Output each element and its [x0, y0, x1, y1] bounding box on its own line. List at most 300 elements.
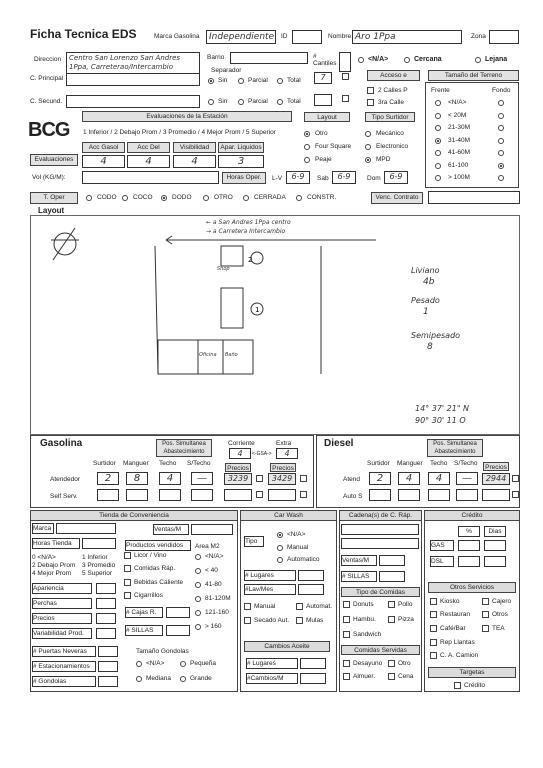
- extra-field[interactable]: [276, 448, 298, 459]
- d-manguer-value: 4: [405, 473, 413, 484]
- check-hambu[interactable]: [343, 616, 350, 623]
- dias-text: Dias: [488, 528, 502, 535]
- corriente-field[interactable]: [229, 448, 251, 459]
- cw-lugares-field[interactable]: [298, 570, 324, 581]
- barrio-field[interactable]: [230, 52, 308, 64]
- gasolina-pos-sim: Pos. Simultanea Abastecimiento: [156, 439, 212, 457]
- d-manguer-label: Manguer: [397, 460, 423, 467]
- check-2calles[interactable]: [367, 87, 374, 94]
- d-ss-precio[interactable]: [482, 489, 510, 501]
- cw-mulas-label: Mulas: [306, 617, 324, 624]
- apariencia-field[interactable]: [96, 583, 116, 594]
- oficina-label: Oficina: [199, 352, 217, 358]
- coord-lat: 14° 37' 21" N: [415, 404, 470, 413]
- radio-frente-2[interactable]: [435, 125, 441, 131]
- pump-island-2: [221, 246, 243, 266]
- d-ss-stecho[interactable]: [456, 489, 478, 501]
- variabilidad-field[interactable]: [96, 628, 116, 639]
- vol-field[interactable]: [82, 171, 219, 184]
- radio-frente-4[interactable]: [435, 150, 441, 156]
- precios-tienda-label: [32, 613, 92, 624]
- radio-frente-3[interactable]: [435, 138, 441, 144]
- cadena-ventas-field[interactable]: [379, 555, 405, 566]
- g-stecho-field[interactable]: [191, 472, 213, 485]
- g-manguer-label: Manguer: [123, 460, 149, 467]
- variabilidad-text: Variabilidad Prod.: [33, 630, 84, 637]
- evaluaciones-title: Evaluaciones de la Estación: [82, 111, 292, 122]
- diesel-title: Diesel: [324, 438, 354, 449]
- estacionamientos-label: [32, 661, 96, 672]
- carwash-title: Car Wash: [240, 510, 337, 521]
- shop-label: Shop: [217, 266, 230, 272]
- tienda-ventas-label: [153, 524, 189, 535]
- apariencia-label: [32, 583, 92, 594]
- corriente-label: Corriente: [228, 440, 255, 447]
- perchas-label: [32, 598, 92, 609]
- cantiles-value: 7: [320, 73, 326, 82]
- terreno-option-label: < 20M: [448, 111, 467, 119]
- d-manguer-field[interactable]: [398, 472, 420, 485]
- radio-fondo-4[interactable]: [498, 150, 504, 156]
- cw-manual-label: Manual: [287, 544, 309, 551]
- mpd-label: MPD: [376, 156, 391, 163]
- dsl-dias-field[interactable]: [484, 556, 506, 567]
- sab-field[interactable]: [332, 171, 356, 184]
- radio-gond-mediana[interactable]: [136, 676, 142, 682]
- coco-label: COCO: [133, 194, 153, 201]
- g-precios-label-2: Precios: [270, 463, 296, 472]
- radio-gond-pequena[interactable]: [180, 661, 186, 667]
- g-techo-value: 4: [166, 473, 174, 484]
- g-manguer-field[interactable]: [126, 472, 148, 485]
- cw-tipo-text: Tipo: [245, 538, 258, 545]
- csecund-field[interactable]: [66, 95, 200, 108]
- direccion-value: Centro San Lorenzo San Andres: [69, 54, 181, 62]
- puertas-text: # Puertas Neveras: [33, 648, 87, 655]
- almuer-label: Almuer.: [353, 673, 376, 680]
- mecanico-label: Mecánico: [376, 130, 404, 137]
- pollo-label: Pollo: [398, 601, 413, 608]
- g-techo-label: Techo: [159, 460, 177, 467]
- radio-cercana[interactable]: [404, 57, 410, 63]
- apar-value: 3: [237, 156, 245, 167]
- visibilidad-label: Visibilidad: [173, 142, 216, 153]
- g-manguer-value: 8: [133, 473, 141, 484]
- check-restauran[interactable]: [430, 611, 437, 618]
- cw-lavmes-text: #Lav/Mes: [245, 586, 274, 593]
- area-option-label: < 40: [205, 567, 218, 574]
- gondolas-text: # Gondolas: [33, 678, 67, 685]
- cw-automat-chk-label: Automat.: [306, 603, 333, 610]
- circle-1-label: 1: [255, 306, 260, 314]
- estacionamientos-field[interactable]: [98, 661, 118, 672]
- cadena-field-1[interactable]: [341, 524, 419, 535]
- radio-area-4[interactable]: [195, 610, 201, 616]
- d-stecho-label: S/Techo: [454, 460, 478, 467]
- g-techo-field[interactable]: [159, 472, 181, 485]
- north-arrow-icon: [54, 233, 76, 255]
- cw-lavmes-field[interactable]: [298, 584, 324, 595]
- layout-sketch-area: [30, 215, 520, 435]
- check-cafe[interactable]: [430, 625, 437, 632]
- pct-text: %: [466, 528, 472, 535]
- radio-sec-sin[interactable]: [208, 99, 214, 105]
- d-surtidor-field[interactable]: [369, 472, 391, 485]
- cambios-aceite-title: Cambios Aceite: [244, 641, 330, 652]
- radio-sec-parcial[interactable]: [238, 99, 244, 105]
- check-d-precio[interactable]: [512, 475, 519, 482]
- ss-precio1-field[interactable]: [224, 489, 252, 501]
- radio-cw-manual[interactable]: [277, 545, 283, 551]
- perchas-field[interactable]: [96, 598, 116, 609]
- check-credito[interactable]: [454, 682, 461, 689]
- cadena-sillas-field[interactable]: [379, 571, 405, 582]
- gond-pequena-label: Pequeña: [190, 660, 217, 667]
- autos-label: Auto S: [343, 493, 363, 500]
- direccion-label: Direccion: [34, 56, 62, 63]
- check-bebidas[interactable]: [124, 579, 131, 586]
- radio-frente-0[interactable]: [435, 100, 441, 106]
- sab-label: Sab: [317, 175, 329, 182]
- credito-title: Crédito: [424, 510, 520, 521]
- g-precio-corriente-field[interactable]: [224, 473, 252, 485]
- radio-na-proximity[interactable]: [358, 57, 364, 63]
- ss-precio2-field[interactable]: [268, 489, 296, 501]
- tienda-sillas-field[interactable]: [166, 625, 190, 636]
- check-cajero[interactable]: [482, 598, 489, 605]
- precios-tienda-field[interactable]: [96, 613, 116, 624]
- electronico-label: Electronico: [376, 143, 409, 150]
- evaluaciones-button[interactable]: Evaluaciones: [30, 154, 78, 166]
- venc-contrato-button[interactable]: Venc. Contrato: [371, 192, 423, 204]
- cadena-sillas-text: # SILLAS: [342, 573, 370, 580]
- cw-secado-label: Secado Aut.: [254, 617, 290, 624]
- terreno-option-label: 41-60M: [448, 149, 471, 156]
- horas-tienda-field[interactable]: [82, 538, 116, 549]
- nombre-field[interactable]: [352, 30, 462, 44]
- acc-del-field[interactable]: [127, 155, 170, 168]
- radio-area-5[interactable]: [195, 624, 201, 630]
- check-rep-llantas[interactable]: [430, 639, 437, 646]
- radio-coco[interactable]: [122, 195, 128, 201]
- radio-four-square[interactable]: [304, 144, 310, 150]
- cw-na-label: <N/A>: [287, 531, 306, 538]
- bano-label: Baño: [225, 352, 238, 358]
- self-serv-label: Self Serv.: [50, 493, 78, 500]
- radio-cerrada[interactable]: [243, 195, 249, 201]
- check-3calle[interactable]: [367, 99, 374, 106]
- dodo-label: DODO: [172, 194, 192, 201]
- arrow-top1: ← a San Andres 1Ppa centro: [206, 219, 291, 226]
- radio-cw-auto[interactable]: [277, 557, 283, 563]
- radio-fondo-3[interactable]: [498, 138, 504, 144]
- radio-sep-parcial[interactable]: [238, 78, 244, 84]
- check-kiosko[interactable]: [430, 598, 437, 605]
- radio-gond-na[interactable]: [136, 661, 142, 667]
- radio-frente-5[interactable]: [435, 163, 441, 169]
- ca-cambios-field[interactable]: [300, 673, 326, 684]
- check-cadena-otro[interactable]: [388, 660, 395, 667]
- cw-lugares-label: [244, 570, 296, 581]
- lv-value: 6-9: [291, 172, 305, 181]
- rep-llantas-label: Rep Llantas: [440, 639, 475, 646]
- radio-fondo-1[interactable]: [498, 113, 504, 119]
- radio-gond-grande[interactable]: [180, 676, 186, 682]
- gond-grande-label: Grande: [190, 675, 212, 682]
- pump-island-1: [221, 288, 243, 328]
- radio-mpd[interactable]: [365, 157, 371, 163]
- comidas-label: Comidas Ráp.: [134, 565, 176, 572]
- gondolas-field[interactable]: [98, 676, 118, 687]
- check-csecund[interactable]: [342, 95, 349, 102]
- cajas-field[interactable]: [166, 607, 190, 618]
- area-option-label: 41-80: [205, 581, 222, 588]
- g-stecho-value: —: [197, 473, 207, 484]
- terreno-option-label: 61-100: [448, 161, 469, 169]
- sec-parcial-label: Parcial: [248, 98, 268, 105]
- dom-value: 6-9: [389, 172, 403, 181]
- check-licor[interactable]: [124, 552, 131, 559]
- tienda-sillas-label: [125, 625, 163, 636]
- terreno-option-label: > 100M: [448, 174, 470, 181]
- otros-servicios-title: Otros Servicios: [428, 582, 516, 593]
- cadena-field-2[interactable]: [341, 538, 419, 549]
- g-precio-extra: 3429: [271, 474, 293, 483]
- building-shop: [158, 340, 198, 374]
- zona-label: Zona: [471, 33, 486, 40]
- g-precio-extra-field[interactable]: [268, 473, 296, 485]
- sep-total-label: Total: [287, 77, 301, 84]
- radio-fondo-2[interactable]: [498, 125, 504, 131]
- check-precio-extra[interactable]: [300, 475, 307, 482]
- radio-cw-na[interactable]: [277, 532, 283, 538]
- tipo-comidas-title: Tipo de Comidas: [341, 587, 420, 597]
- acceso-button[interactable]: Acceso e: [367, 70, 420, 81]
- ca-lugares-field[interactable]: [300, 658, 326, 669]
- otro-toper-label: OTRO: [214, 194, 233, 201]
- radio-fondo-6[interactable]: [498, 175, 504, 181]
- fondo-label: Fondo: [492, 87, 511, 94]
- d-surtidor-value: 2: [376, 473, 384, 484]
- g-stecho-label: S/Techo: [187, 460, 211, 467]
- codo-label: CODO: [97, 194, 117, 201]
- eval-scale: 1 Inferior / 2 Debajo Prom / 3 Promedio / 4 Mejor Prom / 5 Superior: [83, 129, 276, 136]
- vol-label: Vol (KG/M):: [32, 174, 66, 181]
- tamano-gondolas-label: Tamaño Gondolas: [136, 648, 189, 655]
- radio-frente-6[interactable]: [435, 175, 441, 181]
- tienda-ventas-field[interactable]: [191, 524, 233, 535]
- calles-label: 2 Calles P: [378, 87, 408, 94]
- area-option-label: 121-160: [205, 609, 229, 616]
- acc-del-value: 4: [145, 156, 152, 167]
- visibilidad-field[interactable]: [173, 155, 216, 168]
- lv-field[interactable]: [286, 171, 310, 184]
- venc-contrato-field[interactable]: [428, 191, 520, 204]
- licor-label: Licor / Vino: [134, 552, 167, 559]
- note-liviano: Liviano: [411, 266, 440, 275]
- area-label: Area M2: [195, 543, 220, 550]
- gond-na-label: <N/A>: [146, 660, 165, 667]
- radio-area-3[interactable]: [195, 596, 201, 602]
- area-option-label: > 160: [205, 623, 222, 630]
- cerrada-label: CERRADA: [254, 194, 286, 201]
- radio-dodo[interactable]: [161, 195, 167, 201]
- check-cw-manual[interactable]: [244, 603, 251, 610]
- atend-label: Atend: [343, 476, 360, 483]
- radio-fondo-0[interactable]: [498, 100, 504, 106]
- d-stecho-field[interactable]: [456, 472, 478, 485]
- check-desayuno[interactable]: [343, 660, 350, 667]
- d-surtidor-label: Surtidor: [367, 460, 390, 467]
- toper-button[interactable]: T. Oper: [30, 192, 78, 204]
- check-d-ss-precio[interactable]: [512, 491, 519, 498]
- check-ca-camion[interactable]: [430, 652, 437, 659]
- scale3: 4 Mejor Prom: [32, 570, 72, 577]
- radio-electronico[interactable]: [365, 144, 371, 150]
- check-cantiles[interactable]: [342, 73, 349, 80]
- radio-sep-sin[interactable]: [208, 78, 214, 84]
- ss-techo-field[interactable]: [159, 489, 181, 501]
- radio-sep-total[interactable]: [277, 78, 283, 84]
- check-ss-precio1[interactable]: [256, 491, 263, 498]
- radio-codo[interactable]: [86, 195, 92, 201]
- ss-manguer-field[interactable]: [126, 489, 148, 501]
- d-techo-label: Techo: [430, 460, 448, 467]
- note-liviano-value: 4b: [423, 277, 435, 287]
- check-pizza[interactable]: [388, 616, 395, 623]
- peaje-label: Peaje: [315, 156, 332, 163]
- precios-tienda-text: Precios: [33, 615, 55, 622]
- d-precio-value: 2944: [485, 474, 507, 483]
- d-ss-surtidor[interactable]: [369, 489, 391, 501]
- tienda-marca-text: Marca: [33, 525, 52, 532]
- lejana-label: Lejana: [485, 56, 508, 63]
- sab-value: 6-9: [337, 172, 351, 181]
- comidas-servidas-title: Comidas Servidas: [341, 645, 420, 655]
- ss-surtidor-field[interactable]: [97, 489, 119, 501]
- direccion-value2: 1Ppa, Carreterao/Intercambio: [69, 63, 174, 71]
- marca-value: Independiente: [209, 32, 275, 42]
- tipo-surtidor-button[interactable]: Tipo Surtidor: [365, 112, 415, 122]
- check-sandwich[interactable]: [343, 631, 350, 638]
- radio-mecanico[interactable]: [365, 131, 371, 137]
- cena-label: Cena: [398, 673, 414, 680]
- id-label: ID: [281, 33, 288, 40]
- sep-parcial-label: Parcial: [248, 77, 268, 84]
- check-tea[interactable]: [482, 625, 489, 632]
- ca-lugares-text: # Lugares: [247, 660, 276, 667]
- ss-stecho-field[interactable]: [191, 489, 213, 501]
- cantiles-label: # Cantiles: [313, 53, 337, 67]
- puertas-field[interactable]: [98, 646, 118, 657]
- d-techo-field[interactable]: [428, 472, 450, 485]
- dsl-text: DSL: [431, 558, 444, 565]
- horas-oper-button[interactable]: Horas Oper.: [222, 172, 266, 184]
- d-precio-field[interactable]: [482, 473, 510, 485]
- gas-text: GAS: [431, 542, 445, 549]
- credito-chk-label: Crédito: [464, 682, 485, 689]
- check-otros[interactable]: [482, 611, 489, 618]
- g-surtidor-field[interactable]: [97, 472, 119, 485]
- acc-gasol-field[interactable]: [82, 155, 125, 168]
- apariencia-text: Apariencia: [33, 585, 64, 592]
- radio-sec-total[interactable]: [277, 99, 283, 105]
- radio-area-0[interactable]: [195, 554, 201, 560]
- zona-field[interactable]: [489, 30, 519, 44]
- lv-label: L-V: [272, 175, 283, 182]
- circle-2-label: 2: [248, 256, 253, 264]
- check-ss-precio2[interactable]: [300, 491, 307, 498]
- diesel-pos-sim: Pos. Simultanea Abastecimiento: [427, 439, 483, 457]
- direccion-field[interactable]: [66, 52, 200, 74]
- marca-field[interactable]: [206, 30, 276, 44]
- scale2b: 3 Promedio: [82, 562, 116, 569]
- check-almuer[interactable]: [343, 673, 350, 680]
- dom-field[interactable]: [384, 171, 408, 184]
- radio-peaje[interactable]: [304, 157, 310, 163]
- apar-field[interactable]: [218, 155, 264, 168]
- check-pollo[interactable]: [388, 601, 395, 608]
- check-cigarrillos[interactable]: [124, 592, 131, 599]
- bebidas-label: Bebidas Caliente: [134, 579, 184, 586]
- g-precios-label: Precios: [225, 463, 251, 472]
- tienda-ventas-text: Ventas/M: [154, 526, 182, 533]
- check-cw-secado[interactable]: [244, 617, 251, 624]
- ca-cambios-label: [246, 673, 298, 684]
- desayuno-label: Desayuno: [353, 660, 383, 667]
- cprincipal-field[interactable]: [66, 73, 200, 86]
- gas-pct-field[interactable]: [458, 540, 480, 551]
- tienda-sillas-text: # SILLAS: [126, 627, 154, 634]
- radio-fondo-5[interactable]: [498, 163, 504, 169]
- radio-area-1[interactable]: [195, 568, 201, 574]
- radio-constr[interactable]: [296, 195, 302, 201]
- radio-lejana[interactable]: [475, 57, 481, 63]
- bcg-logo: BCG: [28, 119, 70, 141]
- cantiles-field[interactable]: [314, 72, 332, 84]
- gas-dias-field[interactable]: [484, 540, 506, 551]
- cw-auto-label: Automatico: [287, 556, 320, 563]
- d-ss-manguer[interactable]: [398, 489, 420, 501]
- check-cw-automat[interactable]: [296, 603, 303, 610]
- layout-button[interactable]: Layout: [304, 112, 350, 122]
- check-comidas[interactable]: [124, 565, 131, 572]
- radio-frente-1[interactable]: [435, 113, 441, 119]
- gas-label: [430, 540, 454, 551]
- gond-mediana-label: Mediana: [146, 675, 171, 682]
- check-precio-corriente[interactable]: [256, 475, 263, 482]
- targetas-title: Targetas: [428, 667, 516, 678]
- productos-label: [125, 540, 191, 551]
- check-cena[interactable]: [388, 673, 395, 680]
- check-cw-mulas[interactable]: [296, 617, 303, 624]
- separador-label: Separador: [211, 67, 242, 74]
- sep-sin-label: Sin: [218, 77, 228, 84]
- csecund-cant-field[interactable]: [314, 94, 332, 106]
- radio-otro-toper[interactable]: [203, 195, 209, 201]
- id-field[interactable]: [292, 30, 322, 44]
- dsl-label: [430, 556, 454, 567]
- radio-area-2[interactable]: [195, 582, 201, 588]
- check-donuts[interactable]: [343, 601, 350, 608]
- d-ss-techo[interactable]: [428, 489, 450, 501]
- dsl-pct-field[interactable]: [458, 556, 480, 567]
- cercana-label: Cercana: [414, 56, 442, 63]
- constr-label: CONSTR.: [307, 194, 337, 201]
- tienda-marca-field[interactable]: [56, 523, 116, 534]
- radio-layout-otro[interactable]: [304, 131, 310, 137]
- cadena-ventas-label: [341, 555, 377, 566]
